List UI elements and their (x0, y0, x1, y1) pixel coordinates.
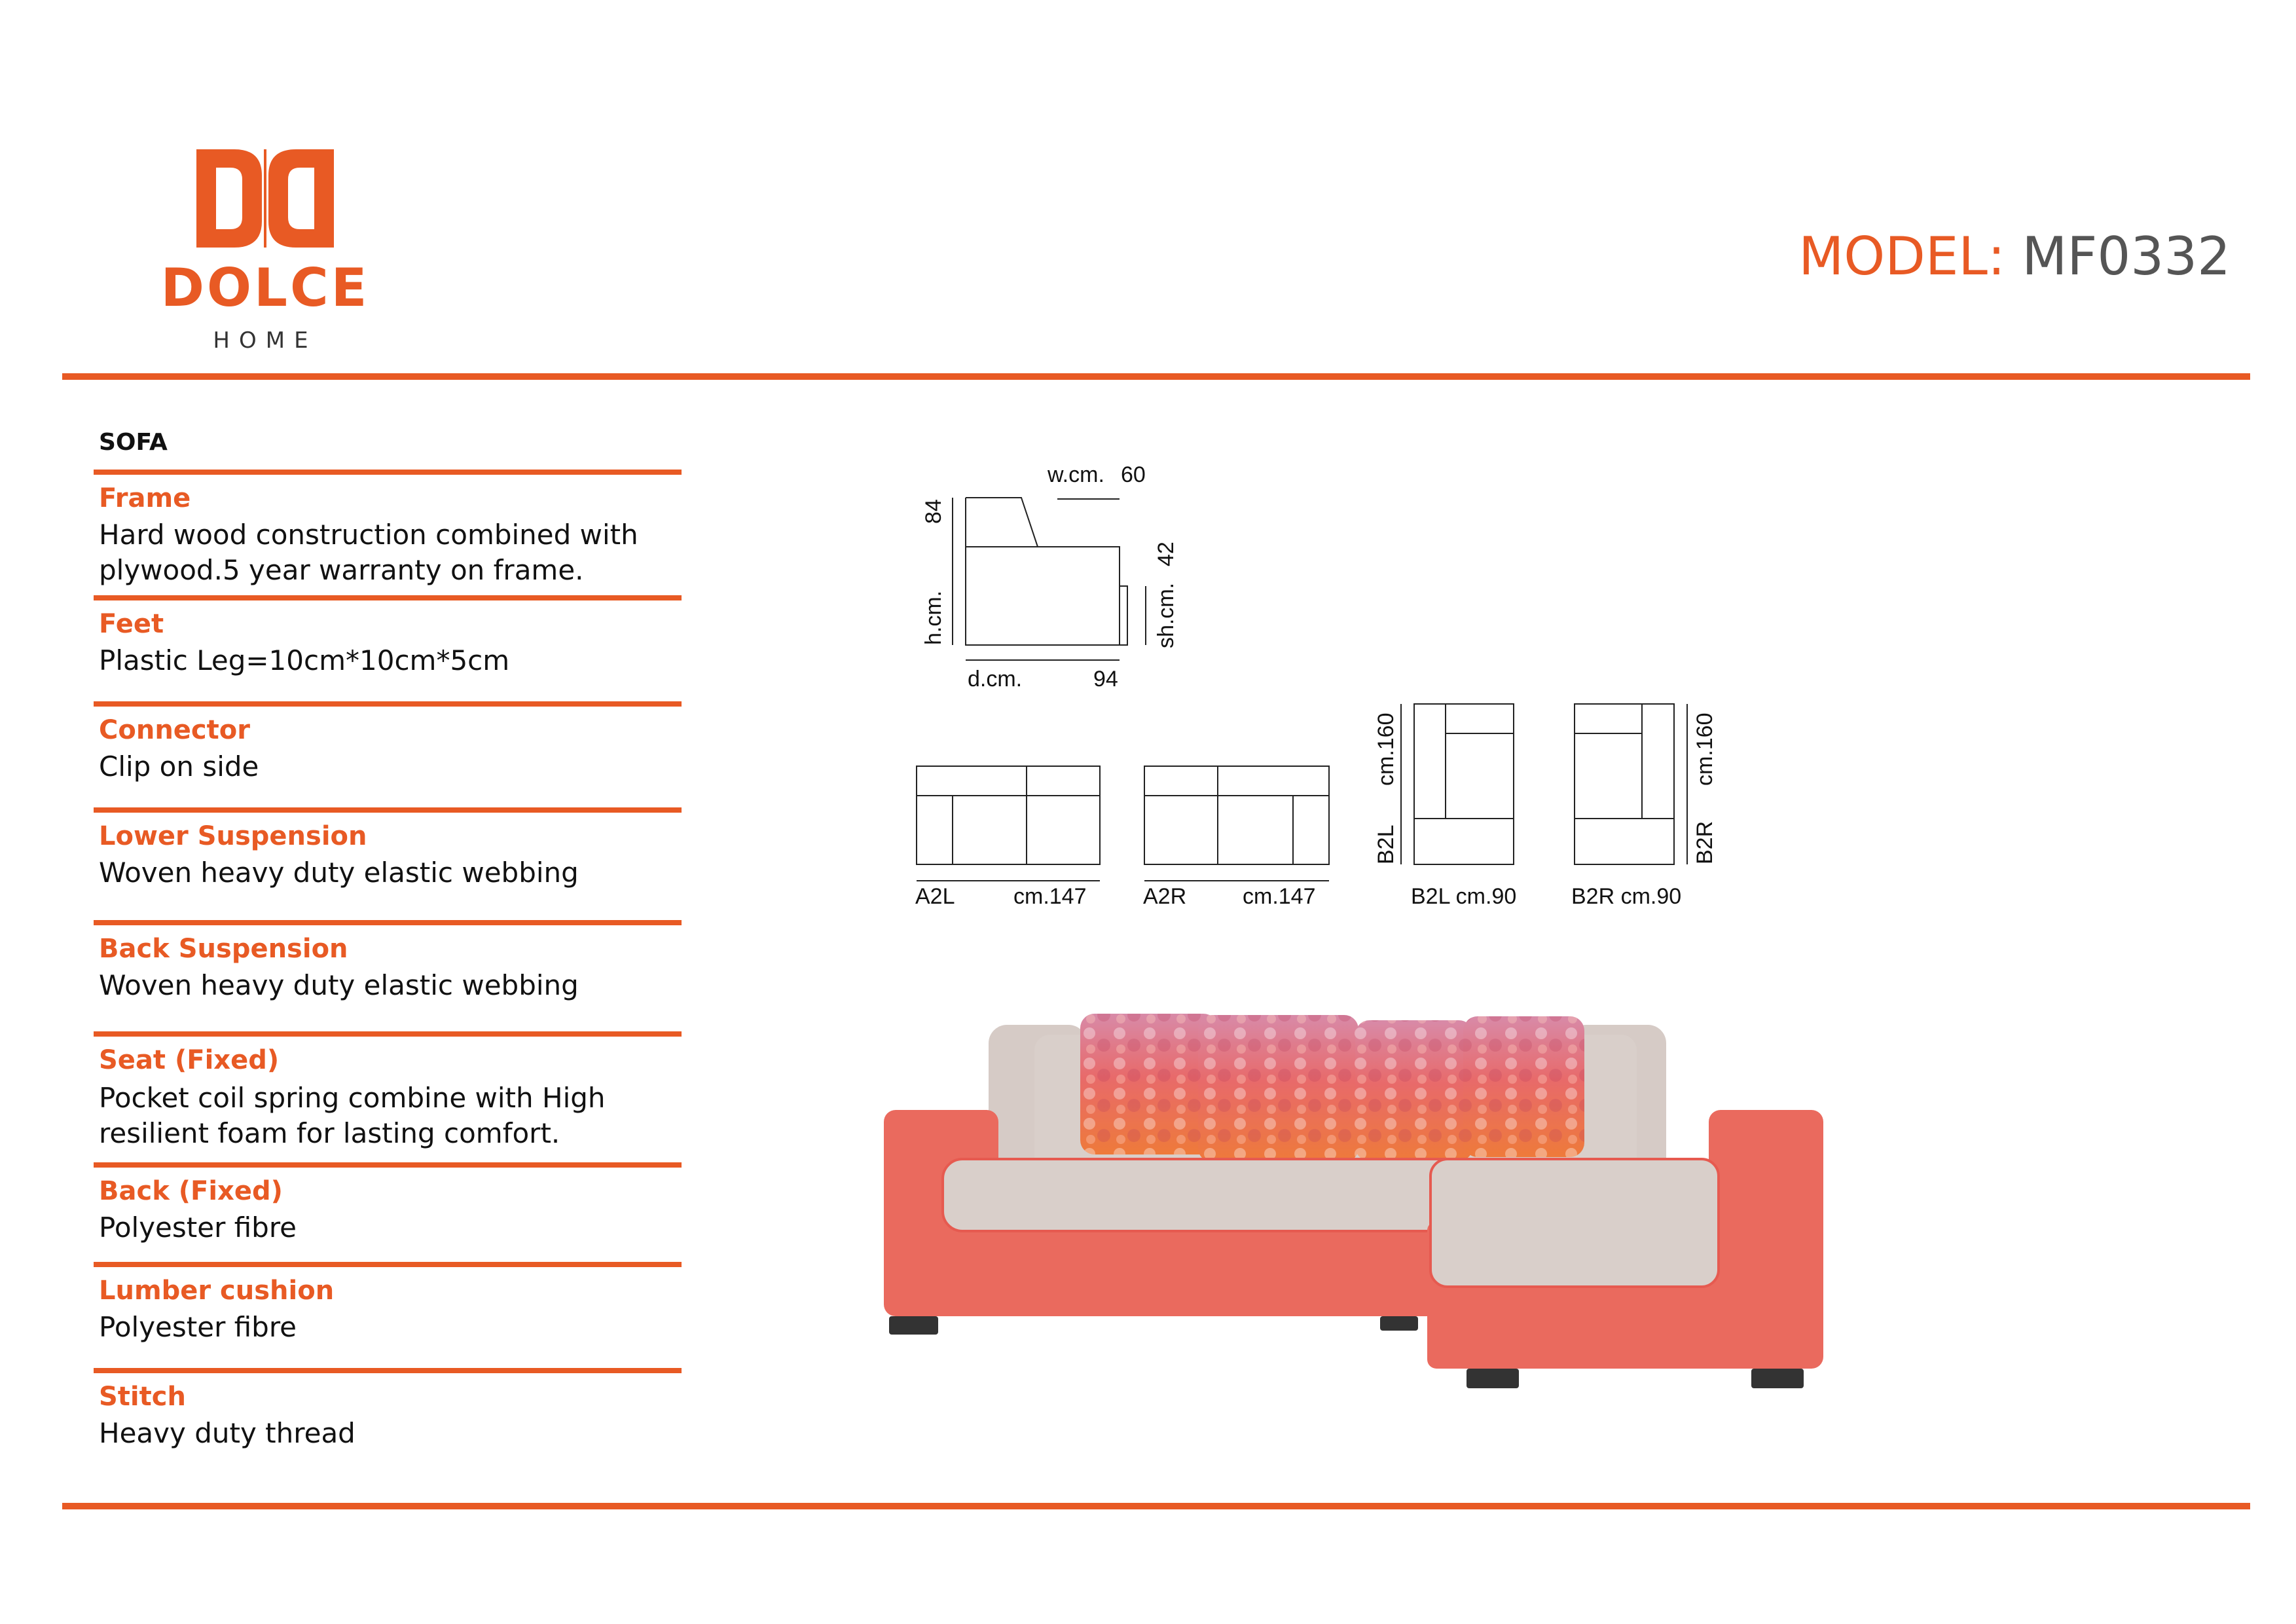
module-a2l-code: A2L (915, 884, 955, 909)
module-b2r-depth: cm.160 (1692, 712, 1717, 786)
footer-rule (62, 1503, 2250, 1509)
module-b2r-size: B2R cm.90 (1571, 884, 1682, 909)
spec-text-lower-suspension: Woven heavy duty elastic webbing (99, 857, 579, 889)
spec-divider (94, 470, 682, 475)
spec-text-lumber-cushion: Polyester fibre (99, 1311, 297, 1343)
spec-label-connector: Connector (99, 715, 250, 745)
spec-divider (94, 1262, 682, 1267)
side-d-value: 94 (1093, 667, 1118, 692)
model-label: MODEL: (1798, 226, 2005, 287)
brand-name: DOLCE (160, 257, 370, 318)
spec-text-frame: Hard wood construction combined with plywood.5 year warranty on frame. (99, 519, 638, 586)
spec-label-feet: Feet (99, 609, 164, 639)
spec-divider (94, 595, 682, 600)
side-sh-label: sh.cm. (1154, 582, 1178, 648)
spec-text-connector: Clip on side (99, 750, 259, 783)
model-value: MF0332 (2022, 226, 2231, 287)
module-a2r-code: A2R (1143, 884, 1187, 909)
sofa-image (871, 995, 1866, 1401)
side-view-diagram (953, 498, 1146, 660)
spec-text-back-suspension: Woven heavy duty elastic webbing (99, 969, 579, 1001)
spec-divider (94, 807, 682, 813)
spec-divider (94, 1031, 682, 1037)
side-h-value: 84 (921, 499, 946, 524)
spec-text-seat: Pocket coil spring combine with High resilient foam for lasting comfort. (99, 1082, 606, 1149)
spec-text-stitch: Heavy duty thread (99, 1417, 355, 1449)
module-b2r-code: B2R (1692, 821, 1717, 864)
side-d-label: d.cm. (968, 667, 1023, 692)
module-a2l-size: cm.147 (1013, 884, 1087, 909)
module-b2r-diagram (1575, 704, 1687, 864)
spec-divider (94, 701, 682, 707)
brand-sub: HOME (213, 327, 318, 354)
spec-label-seat: Seat (Fixed) (99, 1045, 280, 1075)
spec-divider (94, 920, 682, 925)
logo-mark-icon (196, 149, 334, 248)
spec-label-back: Back (Fixed) (99, 1176, 283, 1206)
module-b2l-depth: cm.160 (1374, 712, 1398, 786)
spec-label-stitch: Stitch (99, 1382, 186, 1412)
spec-divider (94, 1368, 682, 1373)
module-b2l-diagram (1401, 704, 1514, 864)
header-rule (62, 373, 2250, 380)
module-a2r-size: cm.147 (1243, 884, 1316, 909)
product-type: SOFA (99, 429, 168, 456)
spec-label-back-suspension: Back Suspension (99, 934, 348, 964)
model-title (1798, 226, 2231, 287)
dimension-diagrams (884, 452, 1800, 930)
module-a2l-diagram (917, 766, 1100, 881)
module-b2l-size: B2L cm.90 (1411, 884, 1517, 909)
side-sh-value: 42 (1154, 542, 1178, 566)
side-w-label: w.cm. (1048, 462, 1104, 487)
side-h-label: h.cm. (921, 590, 946, 645)
spec-label-frame: Frame (99, 483, 191, 513)
spec-label-lumber-cushion: Lumber cushion (99, 1276, 335, 1306)
side-w-value: 60 (1121, 462, 1146, 487)
module-b2l-code: B2L (1374, 824, 1398, 864)
spec-label-lower-suspension: Lower Suspension (99, 821, 367, 851)
pillow-group (1080, 1014, 1584, 1162)
spec-text-back: Polyester fibre (99, 1211, 297, 1244)
spec-divider (94, 1162, 682, 1168)
module-a2r-diagram (1144, 766, 1329, 881)
spec-text-feet: Plastic Leg=10cm*10cm*5cm (99, 644, 510, 676)
